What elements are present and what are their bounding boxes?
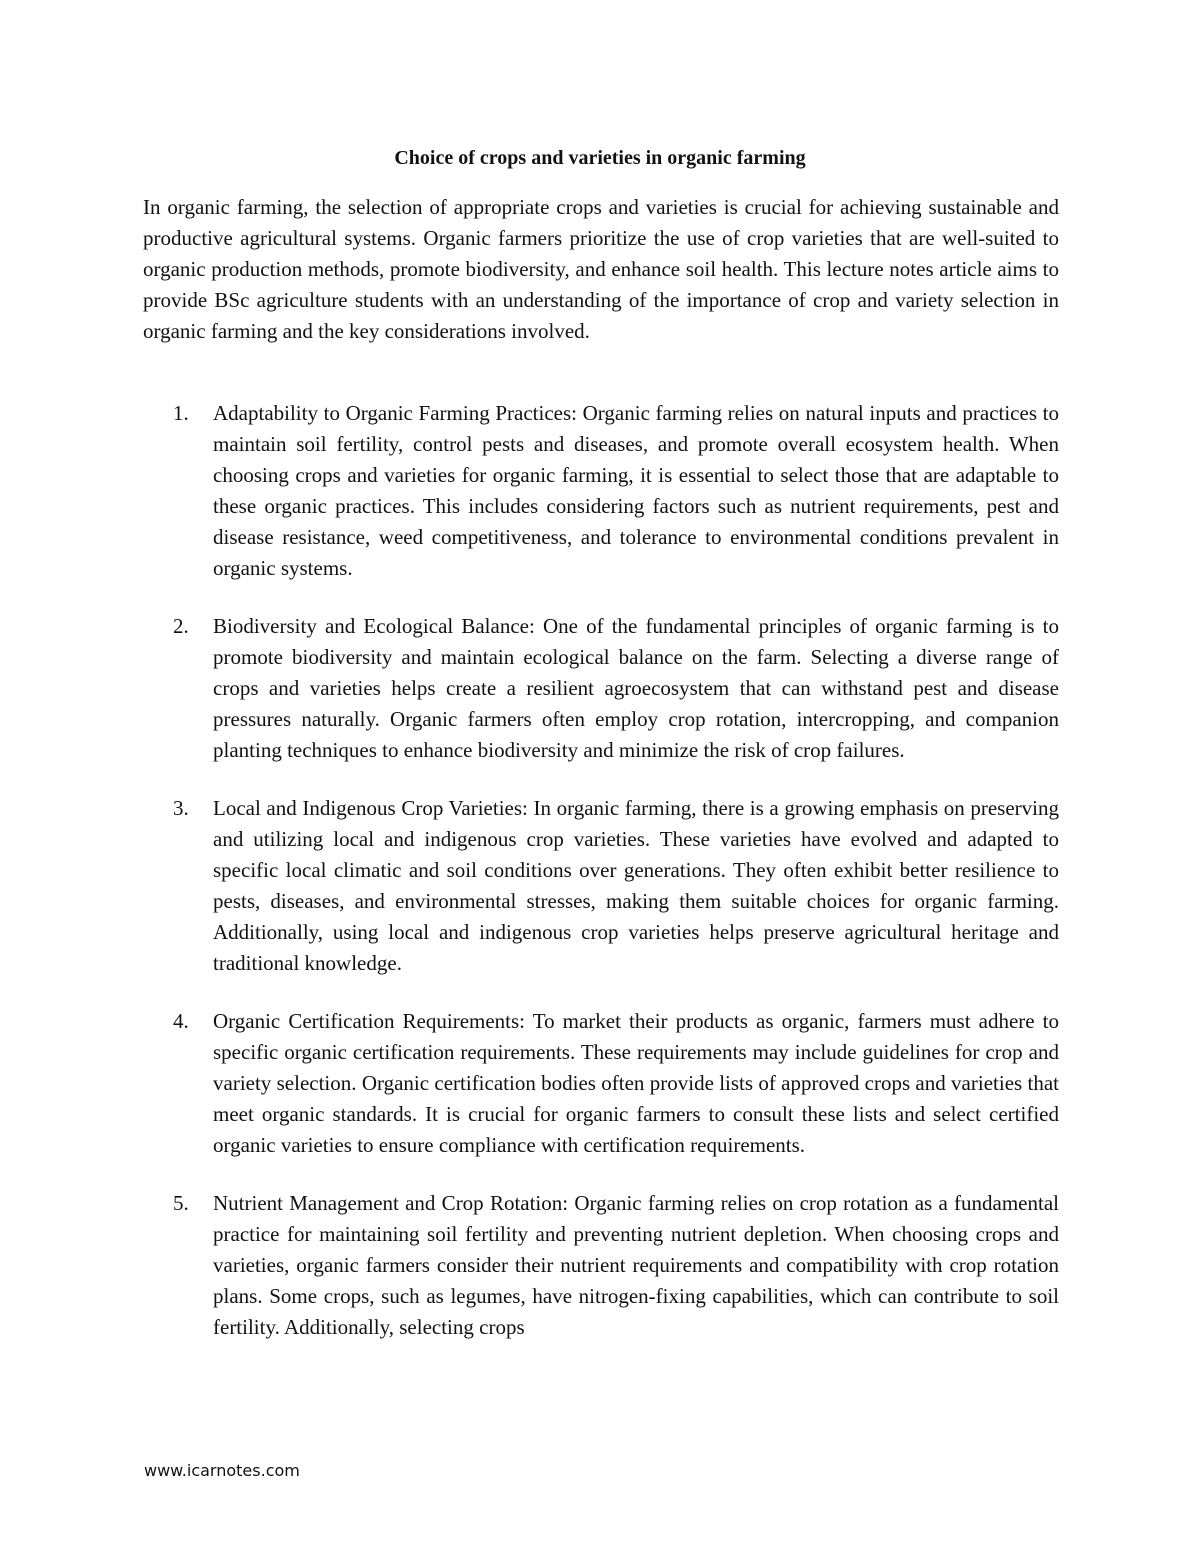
list-item	[143, 398, 1059, 584]
list-item-text: Local and Indigenous Crop Varieties: In organic farming, there is a growing emphasis on preserving and utilizing local and indigenous crop varieties. These varieties have evolved and adapted to specific local climatic and soil conditions over generations. They often exhibit better resilience to pests, diseases, and environmental stresses, making them suitable choices for organic farming. Additionally, using local and indigenous crop varieties helps preserve agricultural heritage and traditional knowledge.	[213, 796, 1059, 975]
list-item-number: 3.	[173, 796, 189, 820]
list-item-number: 1.	[173, 401, 189, 425]
list-item-text: Biodiversity and Ecological Balance: One of the fundamental principles of organic farming is to promote biodiversity and maintain ecological balance on the farm. Selecting a diverse range of crops and varieties helps create a resilient agroecosystem that can withstand pest and disease pressures naturally. Organic farmers often employ crop rotation, intercropping, and companion planting techniques to enhance biodiversity and minimize the risk of crop failures.	[213, 614, 1059, 762]
list-item-text: Nutrient Management and Crop Rotation: Organic farming relies on crop rotation as a fundamental practice for maintaining soil fertility and preventing nutrient depletion. When choosing crops and varieties, organic farmers consider their nutrient requirements and compatibility with crop rotation plans. Some crops, such as legumes, have nitrogen-fixing capabilities, which can contribute to soil fertility. Additionally, selecting crops	[213, 1191, 1059, 1339]
list-item	[143, 1188, 1059, 1343]
list-item	[143, 611, 1059, 766]
intro-paragraph: In organic farming, the selection of appropriate crops and varieties is crucial for achieving sustainable and productive agricultural systems. Organic farmers prioritize the use of crop varieties that are well-suited to organic production methods, promote biodiversity, and enhance soil health. This lecture notes article aims to provide BSc agriculture students with an understanding of the importance of crop and variety selection in organic farming and the key considerations involved.	[143, 195, 1059, 343]
list-item	[143, 793, 1059, 979]
list-item-number: 2.	[173, 614, 189, 638]
list-item-number: 4.	[173, 1009, 189, 1033]
considerations-list	[143, 398, 1059, 1370]
list-item	[143, 1006, 1059, 1161]
footer-url: www.icarnotes.com	[144, 1461, 300, 1480]
document-title: Choice of crops and varieties in organic farming	[394, 147, 806, 169]
list-item-text: Organic Certification Requirements: To market their products as organic, farmers must adhere to specific organic certification requirements. These requirements may include guidelines for crop and variety selection. Organic certification bodies often provide lists of approved crops and varieties that meet organic standards. It is crucial for organic farmers to consult these lists and select certified organic varieties to ensure compliance with certification requirements.	[213, 1009, 1059, 1157]
list-item-text: Adaptability to Organic Farming Practices: Organic farming relies on natural inputs and practices to maintain soil fertility, control pests and diseases, and promote overall ecosystem health. When choosing crops and varieties for organic farming, it is essential to select those that are adaptable to these organic practices. This includes considering factors such as nutrient requirements, pest and disease resistance, weed competitiveness, and tolerance to environmental conditions prevalent in organic systems.	[213, 401, 1059, 580]
list-item-number: 5.	[173, 1191, 189, 1215]
